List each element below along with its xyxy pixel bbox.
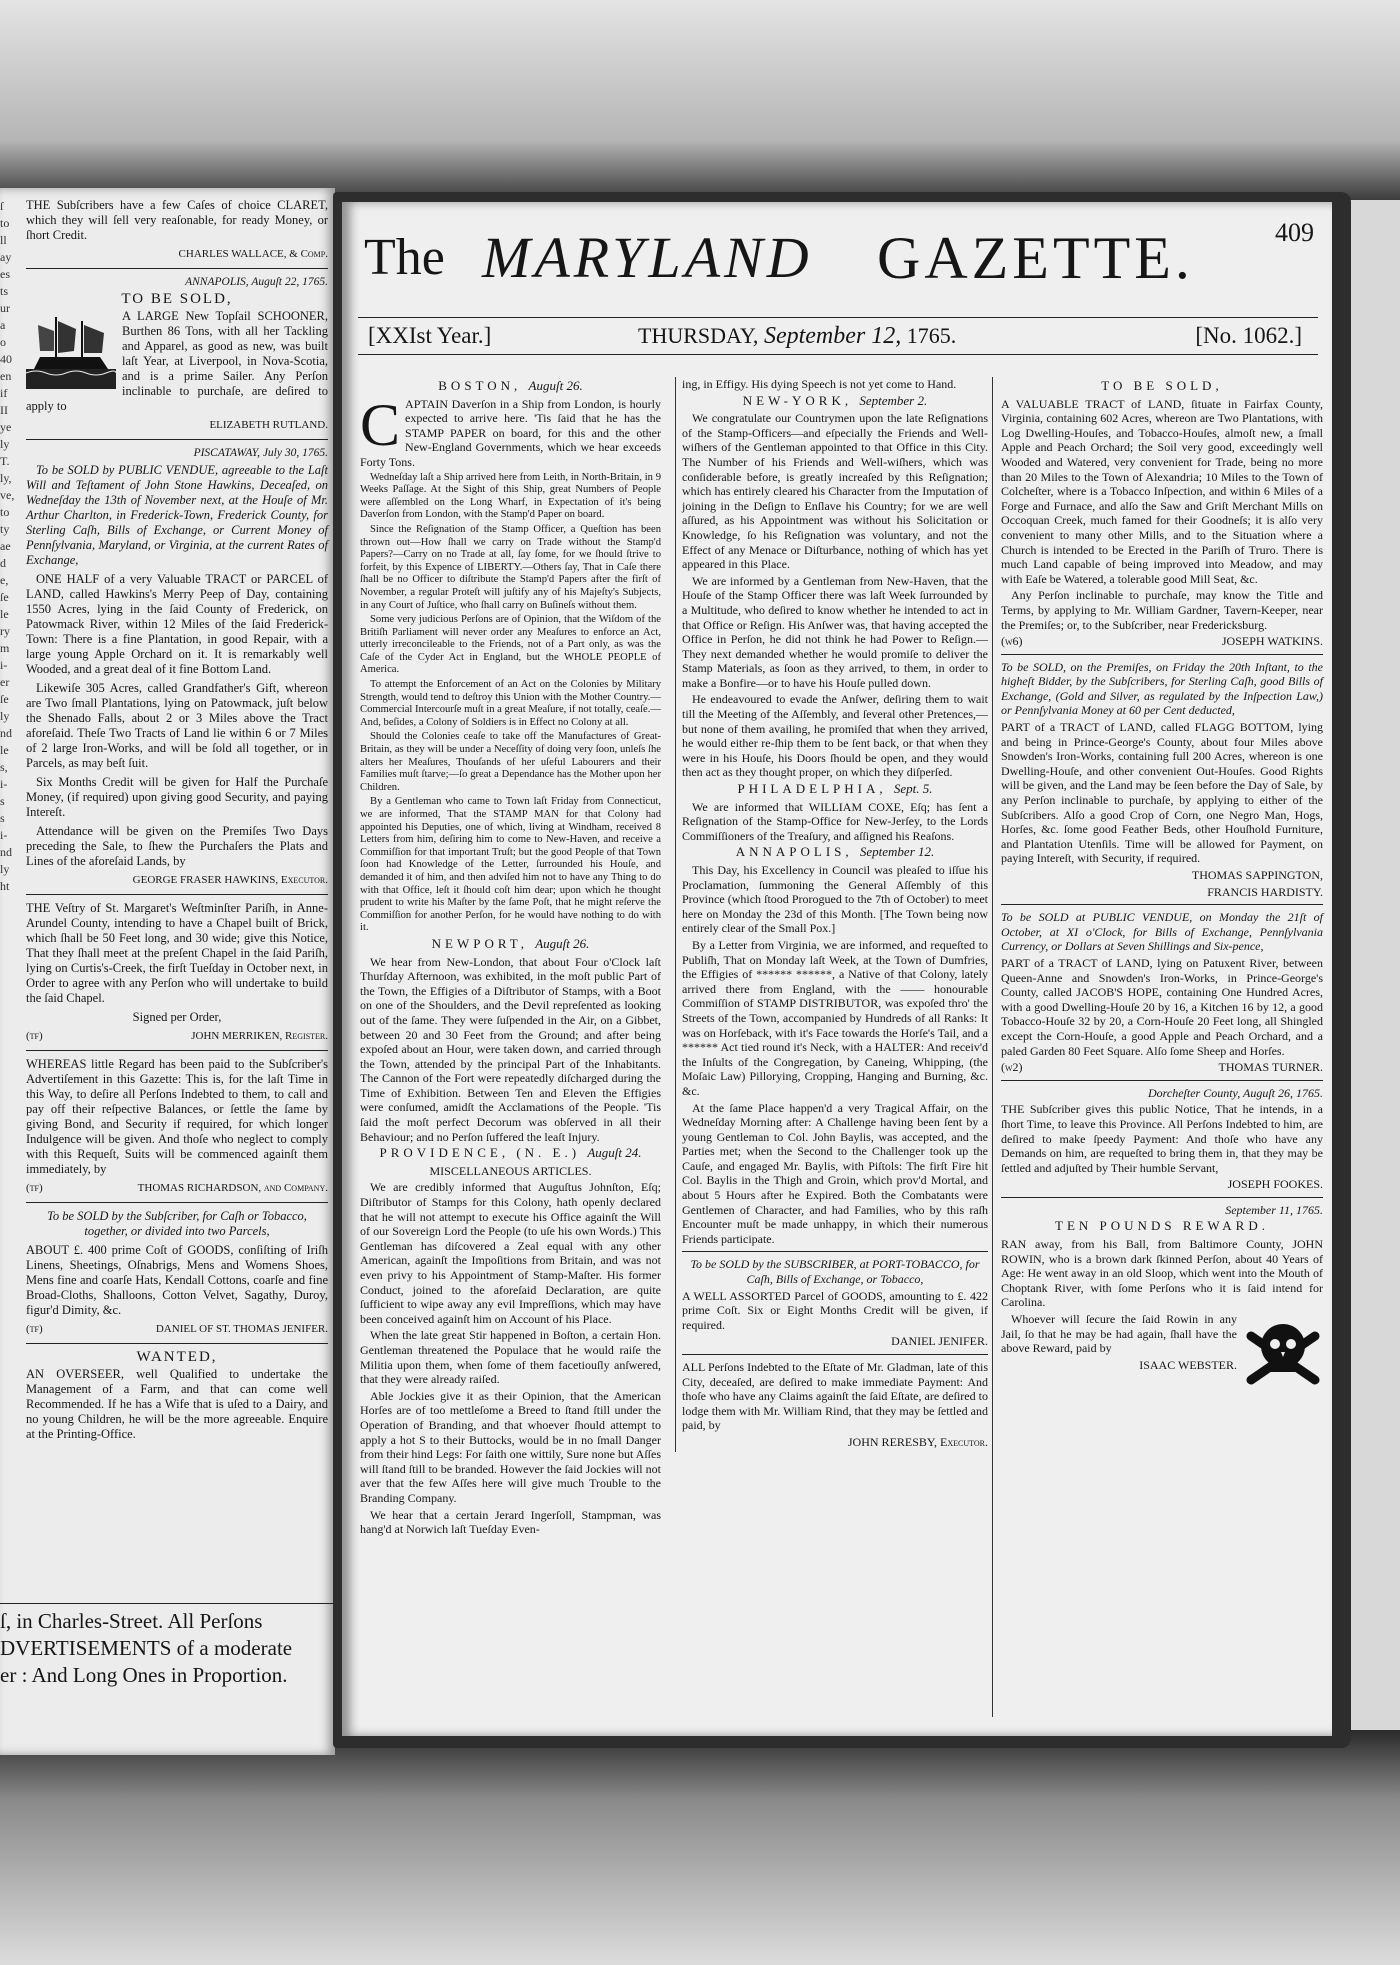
margin-fragment: 40 [0,352,12,366]
margin-fragment: s [0,794,5,808]
vendue-dateline: PISCATAWAY, July 30, 1765. [193,447,328,459]
newport-paragraph: We hear from New-London, that about Four o'Clock laſt Thurſday Afternoon, was exhibited, in the moſt public Part of the Town, the Effigies of a Diſtributor of Stamps, with a Boot on one of the Shoulders, and the Devil repreſented as looking out of the ſame. They were ſuſpended in the Air, on a Gibbet, between 20 and 30 Feet from the Ground; and after being expoſed about an Hour, were taken down, and carried through the Town, attended by the principal Part of the Inhabitants. The Cannon of the Fort were repeatedly diſcharged during the Time of Exhibition. Between Ten and Eleven the Effigies were conſumed, amidſt the Acclamations of the People. 'Tis ſaid the moſt perfect Decorum was obſerved in all their Behaviour; and no Perſon ſuffered the leaſt Injury. [360,954,661,1144]
vestry-signature: (tf) JOHN MERRIKEN, Regiſter. [26,1030,328,1042]
vendue-paragraph: Attendance will be given on the Premiſes Two Days preceding the Sale, to ſhew the Purchaſers the Plats and Lines of the aforeſaid Lands, by [26,824,328,868]
margin-fragment: ry [0,624,10,638]
vendue-heading: To be SOLD by PUBLIC VENDUE, agreeable to the Laſt Will and Teſtament of John Stone Hawkins, Deceaſed, on Wedneſday the 13th of November next, at the Houſe of Mr. Arthur Charlton, in Frederick-Town, Frederick County, for Sterling Caſh, Bills of Exchange, or Current Money of Pennſylvania, Maryland, or Virginia, at the current Rates of Exchange, [26,463,328,567]
margin-fragment: ſe [0,692,9,706]
vendue-paragraph: ONE HALF of a very Valuable TRACT or PARCEL of LAND, called Hawkins's Merry Peep of Day, containing 1550 Acres, lying in the ſaid County of Frederick, on Patowmack River, within 12 Miles of the ſaid Frederick-Town: There is a fine Plantation, in good Repair, with a large young Apple Orchard on it. It is remarkably well Wooded, and a great deal of it fine Bottom Land. [26,572,328,676]
vendue-paragraph: Six Months Credit will be given for Half the Purchaſe Money, (if required) upon giving good Security, and paying Intereſt. [26,775,328,819]
right-page [342,202,1332,1736]
divider [26,1343,328,1344]
margin-fragment: i- [0,828,8,842]
news-column-1 [360,377,661,1539]
reward-signature: ISAAC WEBSTER. [1139,1357,1237,1372]
flagg-signature: THOMAS SAPPINGTON, [1191,868,1323,882]
schooner-signature: ELIZABETH RUTLAND. [209,419,328,431]
flagg-paragraph: PART of a TRACT of LAND, called FLAGG BOTTOM, lying and being in Prince-George's County, about four Miles above Snowden's Iron-Works, containing full 200 Acres, whereon is one Dwelling-Houſe, and other convenient Out-Houſes. Good Rights will be given, and the Land may be ſeen before the Day of Sale, by any Perſon inclinable to purchaſe, by applying to either of the Subſcribers. Alſo a good Crop of Corn, one Negro Man, Hogs, Horſes, &c. ſome good Feather Beds, other Houſhold Furniture, and Plantation Utenſils. Time will be allowed for Payment, on paying Intereſt, with Security, if required. [1001,720,1323,866]
boston-paragraph: Should the Colonies ceaſe to take off the Manufactures of Great-Britain, as they will be under a Neceſſity of doing very ſoon, unleſs ſhe alters her Meaſures, Thouſands of her uſeful Labourers and their Families muſt ſtarve;—ſo great a Dependance has the Mother upon her Children. [360,731,661,793]
margin-fragment: to [0,505,10,519]
margin-fragment: II [0,403,8,417]
issue-number: [No. 1062.] [1195,323,1302,348]
photo-background-top [0,0,1400,200]
issue-date [638,318,956,354]
vendue-advert [26,446,328,888]
advert-column-3 [992,377,1323,1717]
fairfax-mark: (w6) [1001,634,1023,649]
newyork-paragraph: He endeavoured to evade the Anſwer, deſiring them to wait till the Meeting of the Aſſembly, and ſeveral other Pretences,—but none of them availing, he promiſed that when they arrived, he would either re-ſhip them to be ſent back, or that when they were in his Houſe, his Doors ſhould be open, and they would then act as they thought proper, on which they diſperſed. [682,692,988,780]
margin-fragment: T. [0,454,10,468]
margin-fragment: ve, [0,488,15,502]
margin-fragment: nd [0,726,12,740]
margin-fragment: ay [0,250,12,264]
philadelphia-paragraph: We are informed that WILLIAM COXE, Eſq; has ſent a Reſignation of the Stamp-Office for New-Jerſey, to the Lords Commiſſioners of the Treaſury, and aſſigned his Reaſons. [682,799,988,843]
providence-subheading: MISCELLANEOUS ARTICLES. [429,1163,592,1178]
boston-paragraph: Since the Reſignation of the Stamp Officer, a Queſtion has been thrown out—How ſhall we carry on Trade without the Stamp'd Papers?—Carry on no Trade at all, ſay ſome, for we ſhould ſtrive to forfeit, by this Expence of LIBERTY.—Others ſay, That in Caſe there ſhall be no Officer to diſtribute the Stamp'd Papers after the firſt of November, a regular Proteſt will juſtify any of his Majeſty's Subjects, in any Court of Juſtice, who ſhall carry on Buſineſs without them. [360,523,661,611]
margin-fragment: ll [0,233,7,247]
providence-dateline: PROVIDENCE, (N. E.) Auguſt 24. [379,1145,642,1161]
boston-paragraph: Some very judicious Perſons are of Opinion, that the Wiſdom of the Britiſh Parliament will never order any Meaſures to enforce an Act, utterly irreconcileable to the Friends, not of a Part only, as was the Caſe of the Cyder Act in England, but the WHOLE PEOPLE of America. [360,614,661,676]
page-number: 409 [1275,218,1314,247]
jenifer-text: A WELL ASSORTED Parcel of GOODS, amounting to £. 422 prime Coſt. Six or Eight Months Credit will be given, if required. [682,1288,988,1332]
reward-paragraph: Whoever will ſecure the ſaid Rowin in any Jail, ſo that he may be had again, ſhall have the above Reward, paid by [1001,1312,1237,1356]
margin-fragment: ty [0,522,10,536]
margin-fragment: le [0,743,9,757]
vestry-order: Signed per Order, [132,1010,222,1024]
annapolis-paragraph: By a Letter from Virginia, we are informed, and requeſted to Publiſh, That on Monday laſt Week, at the Town of Dumfries, the Effigies of ****** ******, a Native of that Colony, lately arrived there from England, with the —— honourable Commiſſion of STAMP DISTRIBUTOR, was expoſed thro' the Streets of the Town, accompanied by Hundreds of all Ranks: It was on Horſeback, with it's Face towards the Horſe's Tail, and a ****** Act tied round it's Neck, with a HALTER: And receiv'd the Inſults of the Congregation, by Caneing, Whipping, (the Moſaic Law) Pillorying, Cropping, Hanging and Burning, &c. &c. [682,937,988,1098]
annapolis-paragraph: This Day, his Excellency in Council was pleaſed to iſſue his Proclamation, ſummoning the General Aſſembly of this Province (which ſtood Prorogued to the 7th of October) to meet here on Monday the 23d of this Month. [The Town being now entirely clear of the Small Pox.] [682,863,988,936]
fairfax-paragraph: Any Perſon inclinable to purchaſe, may know the Title and Terms, by applying to Mr. William Gardner, Tavern-Keeper, near the Premiſes; or, to the Subſcriber, near Fredericksburg. [1001,588,1323,632]
dorchester-signature: JOSEPH FOOKES. [1227,1177,1323,1192]
issue-year-number: 1765. [906,323,957,348]
margin-fragment: ſ [0,199,4,213]
whereas-advert [26,1057,328,1196]
jacobs-hope-heading: To be SOLD at PUBLIC VENDUE, on Monday the 21ſt of October, at XI o'Clock, for Bills of Exchange, Pennſylvania Currency, or Dollars at Seven Shillings and Six-pence, [1001,910,1323,954]
margin-fragment: en [0,369,12,383]
providence-paragraph: When the late great Stir happened in Boſton, a certain Hon. Gentleman threatened the Populace that he would raiſe the Militia upon them, when ſome of them facetiouſly anſwered, that they were already raiſed. [360,1328,661,1387]
newyork-paragraph: We congratulate our Countrymen upon the late Reſignations of the Stamp-Officers—and eſpecially the Friends and Well-wiſhers of the Gentleman appointed to that Office in this City. The Number of his Friends and Well-wiſhers, which was conſiderable before, is greatly increaſed by this Reſignation; which has entirely cleared his Character from the Imputation of joining in the Deſign to Enſlave his Country; for we are well aſſured, as his Appointment was without his Solicitation or Knowledge, ſo his Reſignation was voluntary, and not the Effect of any Menace or Diſturbance, nothing of which has yet appeared in this Place. [682,411,988,572]
jacobs-hope-mark: (w2) [1001,1060,1023,1075]
margin-fragment: ly [0,709,10,723]
divider [26,1202,328,1203]
philadelphia-dateline: PHILADELPHIA, Sept. 5. [737,781,933,797]
gladman-text: ALL Perſons Indebted to the Eſtate of Mr. Gladman, late of this City, deceaſed, are deſired to make immediate Payment: And thoſe who have any Claims againſt the ſaid Eſtate, are deſired to lodge them with Mr. William Rind, that they may be ſettled and paid, by [682,1360,988,1433]
left-page [0,188,335,1755]
fairfax-heading: TO BE SOLD, [1101,378,1223,393]
fairfax-paragraph: A VALUABLE TRACT of LAND, ſituate in Fairfax County, Virginia, containing 602 Acres, whereon are Two Plantations, with Log Dwelling-Houſes, and Tobacco-Houſes, almoſt new, a ſmall Apple and Peach Orchard; the Soil very good, exceedingly well Wooded and Watered, very convenient for Trade, being no more than 20 Miles to the Town of Alexandria; 10 Miles to the Town of Colcheſter, where is a Tobacco Inſpection, and within 6 Miles of a Forge and Furnace, and alſo the Saw and Griſt Merchant Mills on Occoquan Creek, much famed for their Goodneſs; it is alſo very convenient to many other Mills, and to the Situation where a Church is intended to be Erected in the Pariſh of Truro. There is much Land capable of being improved into Meadow, and may with Eaſe be Watered, a tolerable good Mill Seat, &c. [1001,396,1323,586]
goods-signature: (tf) DANIEL OF ST. THOMAS JENIFER. [26,1323,328,1335]
boston-paragraph: By a Gentleman who came to Town laſt Friday from Connecticut, we are informed, That the STAMP MAN for that Colony had appointed his Deputies, one of which, living at Windham, received 8 Letters from him, deſiring him to come to New-Haven, and receive a Commiſſion for that important Truſt; but the good People of that Town ſoon had Knowledge of the Letter, ſurrounded his Houſe, and demanded it of him, and then adviſed him not to have any Thing to do with that Office, leſt it ſhould coſt him dear; upon which he thought prudent to write his Maſter by the ſame Poſt, that he might reſerve the Commiſſion for another Perſon, for he would have nothing to do with it. [360,796,661,934]
margin-fragment: ur [0,301,10,315]
left-column [26,198,328,1446]
boston-dateline: BOSTON, Auguſt 26. [438,378,583,393]
continued-text: ing, in Effigy. His dying Speech is not yet come to Hand. [682,377,957,391]
claret-text: THE Subſcribers have a few Caſes of choice CLARET, which they will ſell very reaſonable, for ready Money, or ſhort Credit. [26,198,328,242]
margin-fragment: ly [0,437,10,451]
divider [682,1251,988,1252]
claret-signature: CHARLES WALLACE, & Comp. [178,248,328,260]
gladman-signature: JOHN RERESBY, Executor. [847,1434,988,1449]
margin-fragment: ſe [0,590,9,604]
divider [26,1050,328,1051]
schooner-heading: TO BE SOLD, [121,291,233,307]
goods-advert [26,1209,328,1337]
margin-fragment: ye [0,420,12,434]
margin-fragment: if [0,386,8,400]
boston-paragraph: APTAIN Daverſon in a Ship from London, is hourly expected to arrive here. 'Tis ſaid that he has the STAMP PAPER on board, for this and the other New-England Governments, which we hear exceeds Forty Tons. [360,396,661,469]
issue-month-day: September 12, [763,323,902,349]
margin-fragment: ly [0,862,10,876]
margin-fragment: i- [0,777,8,791]
goods-mark: (tf) [26,1323,43,1335]
jacobs-hope-paragraph: PART of a TRACT of LAND, lying on Patuxent River, between Queen-Anne and Snowden's Iron-Works, in Prince-George's County, called JACOB'S HOPE, containing One Hundred Acres, with a good Dwelling-Houſe 20 by 16, a Kitchen 16 by 12, a good Tobacco-Houſe 32 by 20, a Corn-Houſe 20 Feet long, all Shingled except the Corn-Houſe, a good Apple and Peach Orchard, and a paled Garden 80 Feet Square. Alſo ſome Sheep and Horſes. [1001,955,1323,1058]
claret-advert [26,198,328,262]
goods-text: ABOUT £. 400 prime Coſt of GOODS, conſiſting of Iriſh Linens, Sheetings, Oſnabrigs, Mens and Womens Shoes, Mens fine and coarſe Hats, Kendall Cottons, coarſe and fine Broad-Cloths, Shalloons, Cotton Velvet, Sagathy, Duroy, figur'd Dimity, &c. [26,1243,328,1317]
divider [26,439,328,440]
margin-fragment: er [0,675,10,689]
margin-fragment: d [0,556,6,570]
ship-woodcut-icon [26,311,116,389]
margin-fragment: ht [0,879,10,893]
margin-fragment: es [0,267,10,281]
goods-heading: To be SOLD by the Subſcriber, for Caſh or Tobacco, together, or divided into two Parcels, [47,1209,307,1238]
wanted-advert [26,1350,328,1442]
margin-fragment: ae [0,539,11,553]
reward-paragraph: RAN away, from his Ball, from Baltimore County, JOHN ROWIN, who is a brown dark ſkinned Perſon, about 40 Years of Age: He went away in an old Sloop, which went into the Mouth of Choptank River, with ſome Perſons who it is ſaid intend for Carolina. [1001,1237,1323,1310]
jacobs-hope-signature: (w2) THOMAS TURNER. [1001,1060,1323,1075]
schooner-advert [26,275,328,433]
flagg-heading: To be SOLD, on the Premiſes, on Friday the 20th Inſtant, to the higheſt Bidder, by the Subſcribers, for Sterling Caſh, good Bills of Exchange, (Gold and Silver, as regulated by the Inſpection Law,) or Pennſylvania Money at 60 per Cent deducted, [1001,659,1323,718]
whereas-mark: (tf) [26,1182,43,1194]
margin-fragment: nd [0,845,12,859]
vestry-text: THE Veſtry of St. Margaret's Weſtminſter Pariſh, in Anne-Arundel County, intending to have a Chapel built of Brick, which ſhall be 50 Feet long, and 30 wide; give this Notice, That they ſhall meet at the preſent Chapel in the ſaid Pariſh, lying on Curtis's-Creek, the firſt Tueſday in October next, in Order to agree with any Perſon who will undertake to build the ſaid Chapel. [26,901,328,1005]
newport-dateline: NEWPORT, Auguſt 26. [431,935,590,951]
schooner-text: A LARGE New Topſail SCHOONER, Burthen 86 Tons, with all her Tackling and Apparel, as good as new, was built laſt Year, at Liverpool, in Nova-Scotia, and is a prime Sailer. Any Perſon inclinable to purchaſe, are deſired to apply to [26,309,328,413]
divider [682,1354,988,1355]
issue-year: [XXIst Year.] [368,323,492,348]
whereas-signature: (tf) THOMAS RICHARDSON, and Company. [26,1182,328,1194]
margin-fragment: s, [0,760,8,774]
footer-line: er : And Long Ones in Proportion. [0,1663,288,1687]
divider [1001,904,1323,905]
providence-paragraph: We are credibly informed that Auguſtus Johnſton, Eſq; Diſtributor of Stamps for this Colony, hath openly declared that he will not attempt to execute his Office againſt the Will of our Sovereign Lord the People (to uſe his own Words.) This Gentleman has diſcovered a Zeal equal with any other American, againſt the Impoſitions from Britain, and was not even privy to his Appointment of Stamp-Maſter. His former Conduct, joined to the aforeſaid Declaration, are quite ſufficient to wipe away any evil Impreſſions, which may have been conceived againſt him on Account of his Place. [360,1180,661,1326]
flagg-signature: FRANCIS HARDISTY. [1207,884,1323,899]
vendue-paragraph: Likewiſe 305 Acres, called Grandfather's Gift, whereon are Two ſmall Plantations, lying on Patowmack, juſt below the Shenado Falls, about 2 or 3 Miles above the Tract aforeſaid. Theſe Two Tracts of Land lie within 6 or 7 Miles of 2 large Iron-Works, and will be ſold all together, or in Parcels, as may beſt ſuit. [26,681,328,770]
margin-fragment: s [0,811,5,825]
boston-paragraph: To attempt the Enforcement of an Act on the Colonies by Military Strength, would tend to deſtroy this Union with the Mother Country.—Commercial Intercourſe muſt in a great Meaſure, if not totally, ceaſe.—And, beſides, a Colony of Soldiers is in Effect no Colony at all. [360,679,661,728]
whereas-text: WHEREAS little Regard has been paid to the Subſcriber's Advertiſement in this Gazette: This is, for the laſt Time in this Way, to deſire all Perſons Indebted to them, to call and pay off their reſpective Balances, or ſettle the ſame by giving Bond, and Security if required, for which longer Indulgence will be given. And thoſe who neglect to comply with this Requeſt, Suits will be commenced againſt them immediately, by [26,1057,328,1176]
reward-dateline: September 11, 1765. [1225,1202,1323,1217]
footer-line: ſ, in Charles-Street. All Perſons [0,1609,263,1633]
wanted-text: AN OVERSEER, well Qualified to undertake the Management of a Farm, and that can come well Recommended. If he has a Wife that is uſed to a Dairy, and no young Children, he will be the more agreeable. Enquire at the Printing-Office. [26,1367,328,1441]
masthead-the: The [364,229,445,286]
margin-fragment: m [0,641,10,655]
margin-fragment: to [0,216,10,230]
fairfax-signature: (w6) JOSEPH WATKINS. [1001,634,1323,649]
margin-fragment: ts [0,284,9,298]
jenifer-signature: DANIEL JENIFER. [891,1334,988,1349]
margin-fragment: a [0,318,6,332]
divider [1001,654,1323,655]
schooner-dateline: ANNAPOLIS, Auguſt 22, 1765. [185,276,328,288]
left-margin-fragments [0,198,22,895]
masthead-gazette: GAZETTE. [877,225,1194,291]
issue-dateline [358,317,1318,355]
issue-weekday: THURSDAY, [638,323,759,348]
reward-heading: TEN POUNDS REWARD. [1055,1218,1269,1234]
drop-cap: C [360,391,401,458]
margin-fragment: ly, [0,471,12,485]
divider [26,268,328,269]
margin-fragment: o [0,335,6,349]
margin-fragment: le [0,607,9,621]
providence-paragraph: Able Jockies give it as their Opinion, that the American Horſes are of too mettleſome a Breed to ſtand ſtill under the Operation of Branding, and that whoever ſhould attempt to apply a hot S to their Buttocks, would be in no ſmall Danger from their hind Legs: For ſaith one wittily, Sure none but Aſſes will ſtand ſtill to be branded. However the ſaid Jockies will not aver that the few Aſſes here will give much Trouble to the Branding Company. [360,1388,661,1505]
masthead [342,222,1332,294]
margin-fragment: i- [0,658,8,672]
newyork-paragraph: We are informed by a Gentleman from New-Haven, that the Houſe of the Stamp Officer there was laſt Week ſurrounded by a Multitude, who deſired to know whether he intended to act in that Office or Reſign. His Anſwer was, that having accepted the Office in Perſon, he did not think he had Power to Reſign.—They next demanded whether he would promiſe to deliver the Stamp Materials, as ſoon as they arrived, to them, in order to make a Bonfire—or to have his Houſe pulled down. [682,573,988,690]
left-page-footer [0,1603,335,1689]
jenifer-heading: To be SOLD by the SUBSCRIBER, at PORT-TOBACCO, for Caſh, Bills of Exchange, or Tobacco, [690,1257,980,1287]
dorchester-paragraph: THE Subſcriber gives this public Notice, That he intends, in a ſhort Time, to leave this Province. All Perſons Indebted to him, are deſired to make ſpeedy Payment: And thoſe who have any Demands on him, are requeſted to bring them in, that they may be ſettled and adjuſted by Their humble Servant, [1001,1102,1323,1175]
boston-paragraph: Wedneſday laſt a Ship arrived here from Leith, in North-Britain, in 9 Weeks Paſſage. At the Sight of this Ship, great Numbers of People were aſſembled on the Long Wharf, in Expectation of it's being Daverſon from London, with the Stamp'd Paper on board. [360,471,661,521]
boston-news [360,472,661,935]
skull-crossbones-icon [1243,1314,1323,1394]
newyork-dateline: NEW-YORK, September 2. [742,392,928,408]
footer-line: DVERTISEMENTS of a moderate [0,1636,293,1660]
news-column-2 [675,377,988,1452]
vestry-mark: (tf) [26,1030,43,1042]
annapolis-paragraph: At the ſame Place happen'd a very Tragical Affair, on the Wedneſday Morning after: A Challenge having been ſent by a young Gentleman to Col. John Baylis, was accepted, and the Parties met; when the Second to the Challenger took up the Cauſe, and engaged Mr. Baylis, with Piſtols: The firſt Fire hit Col. Baylis in the Thigh and Groin, which prov'd Mortal, and about 5 Hours after he Expired. Both the Combatants were Gentlemen of Character, and had Families, who by this raſh Encounter muſt be made unhappy, in which their numerous Friends participate. [682,1100,988,1246]
divider [26,894,328,895]
wanted-heading: WANTED, [136,1349,218,1365]
providence-paragraph: We hear that a certain Jerard Ingerſoll, Stampman, was hang'd at Norwich laſt Tueſday Even- [360,1507,661,1537]
annapolis-dateline: ANNAPOLIS, September 12. [735,844,935,860]
vestry-advert [26,901,328,1044]
photo-background-bottom [0,1730,1400,1965]
divider [1001,1197,1323,1198]
dorchester-dateline: Dorcheſter County, Auguſt 26, 1765. [1148,1085,1323,1100]
masthead-maryland: MARYLAND [482,225,813,290]
vendue-signature: GEORGE FRASER HAWKINS, Executor. [132,874,328,886]
margin-fragment: e, [0,573,9,587]
divider [1001,1080,1323,1081]
